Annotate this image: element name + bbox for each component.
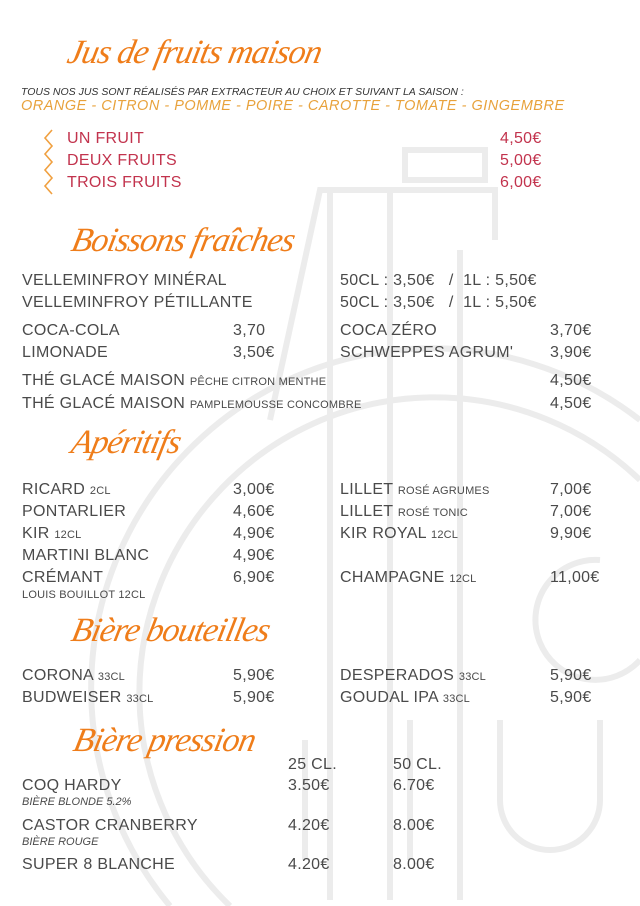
draft-price: 3.50€: [288, 777, 330, 794]
soda-name: COCA ZÉRO: [340, 322, 437, 339]
draft-col-header: 25 CL.: [288, 756, 337, 773]
water-name: VELLEMINFROY PÉTILLANTE: [22, 294, 253, 311]
juice-item-price: 6,00€: [500, 174, 542, 191]
aperitif-detail: ROSÉ TONIC: [397, 507, 468, 519]
draft-price: 8.00€: [393, 817, 435, 834]
juice-item-name: UN FRUIT: [67, 130, 145, 147]
soda-price: 3,90€: [550, 344, 592, 361]
draft-sub: BIÈRE BLONDE 5.2%: [22, 796, 132, 808]
beer-name: GOUDAL IPA: [340, 689, 439, 706]
tea-item: [22, 372, 326, 391]
beer-name: BUDWEISER: [22, 689, 122, 706]
aperitif-price: 4,90€: [233, 547, 275, 564]
water-price: 50CL : 3,50€ / 1L : 5,50€: [340, 294, 537, 311]
soda-name: LIMONADE: [22, 344, 108, 361]
beer-price: 5,90€: [550, 667, 592, 684]
beer-detail: 33CL: [458, 671, 486, 683]
aperitif-price: 7,00€: [550, 503, 592, 520]
section-title-fresh: Boissons fraîches: [68, 222, 298, 259]
draft-price: 6.70€: [393, 777, 435, 794]
juice-intro: TOUS NOS JUS SONT RÉALISÉS PAR EXTRACTEUR AU CHOIX ET SUIVANT LA SAISON :: [21, 86, 464, 98]
draft-price: 4.20€: [288, 817, 330, 834]
draft-sub: BIÈRE ROUGE: [22, 836, 99, 848]
draft-name: CASTOR CRANBERRY: [22, 817, 198, 834]
beer-price: 5,90€: [233, 689, 275, 706]
beer-price: 5,90€: [550, 689, 592, 706]
soda-price: 3,70€: [550, 322, 592, 339]
beer-price: 5,90€: [233, 667, 275, 684]
aperitif-price: 6,90€: [233, 569, 275, 586]
aperitif-name: RICARD: [22, 481, 86, 498]
aperitif-price: 4,60€: [233, 503, 275, 520]
tea-name: THÉ GLACÉ MAISON: [22, 372, 186, 389]
tea-name: THÉ GLACÉ MAISON: [22, 395, 186, 412]
fruit-list: ORANGE - CITRON - POMME - POIRE - CAROTTE - TOMATE - GINGEMBRE: [21, 98, 565, 114]
tea-price: 4,50€: [550, 372, 592, 389]
draft-col-header: 50 CL.: [393, 756, 442, 773]
aperitif-detail: 2CL: [89, 485, 111, 497]
water-name: VELLEMINFROY MINÉRAL: [22, 272, 227, 289]
aperitif-name: KIR ROYAL: [340, 525, 427, 542]
beer-detail: 33CL: [442, 693, 470, 705]
soda-price: 3,50€: [233, 344, 275, 361]
aperitif-detail: LOUIS BOUILLOT 12CL: [22, 589, 146, 601]
tea-item: [22, 395, 361, 414]
soda-price: 3,70: [233, 322, 266, 339]
aperitif-price: 11,00€: [550, 569, 600, 586]
aperitif-name: LILLET: [340, 481, 394, 498]
aperitif-name: MARTINI BLANC: [22, 547, 150, 564]
aperitif-name: PONTARLIER: [22, 503, 127, 520]
aperitif-detail: 12CL: [431, 529, 459, 541]
aperitif-price: 7,00€: [550, 481, 592, 498]
tea-detail: PAMPLEMOUSSE CONCOMBRE: [189, 399, 362, 411]
section-title-aperitifs: Apéritifs: [68, 424, 185, 461]
soda-name: COCA-COLA: [22, 322, 120, 339]
soda-name: SCHWEPPES AGRUM': [340, 344, 514, 361]
tea-price: 4,50€: [550, 395, 592, 412]
draft-price: 8.00€: [393, 856, 435, 873]
section-title-juices: Jus de fruits maison: [64, 34, 325, 71]
aperitif-detail: ROSÉ AGRUMES: [397, 485, 490, 497]
aperitif-price: 4,90€: [233, 525, 275, 542]
juice-item-price: 4,50€: [500, 130, 542, 147]
aperitif-name: CRÉMANT: [22, 569, 104, 586]
aperitif-detail: 12CL: [449, 573, 477, 585]
beer-name: CORONA: [22, 667, 94, 684]
aperitif-price: 9,90€: [550, 525, 592, 542]
aperitif-price: 3,00€: [233, 481, 275, 498]
section-title-draft: Bière pression: [70, 722, 259, 759]
aperitif-name: LILLET: [340, 503, 394, 520]
section-title-bottles: Bière bouteilles: [68, 612, 274, 649]
tea-detail: PÊCHE CITRON MENTHE: [189, 376, 327, 388]
water-price: 50CL : 3,50€ / 1L : 5,50€: [340, 272, 537, 289]
juice-item-name: TROIS FRUITS: [67, 174, 182, 191]
aperitif-detail: 12CL: [54, 529, 82, 541]
beer-detail: 33CL: [97, 671, 126, 683]
aperitif-name: CHAMPAGNE: [340, 569, 445, 586]
juice-item-name: DEUX FRUITS: [67, 152, 177, 169]
beer-name: DESPERADOS: [340, 667, 455, 684]
draft-name: COQ HARDY: [22, 777, 122, 794]
draft-name: SUPER 8 BLANCHE: [22, 856, 175, 873]
zigzag-icon: [42, 128, 56, 196]
aperitif-name: KIR: [22, 525, 50, 542]
juice-item-price: 5,00€: [500, 152, 542, 169]
beer-detail: 33CL: [126, 693, 154, 705]
draft-price: 4.20€: [288, 856, 330, 873]
